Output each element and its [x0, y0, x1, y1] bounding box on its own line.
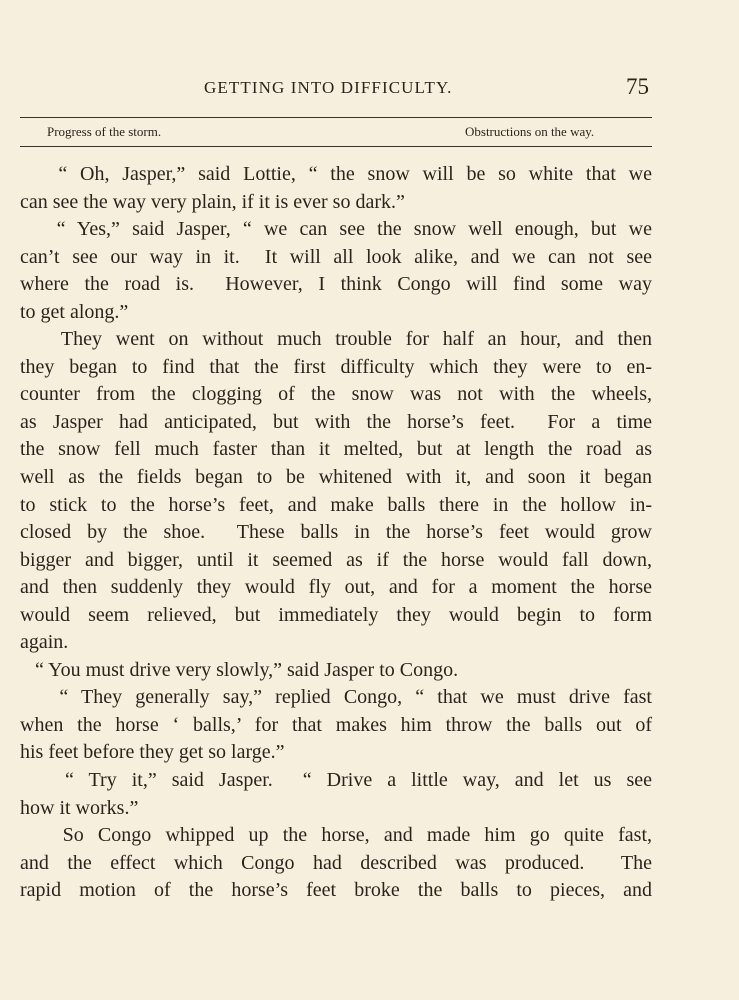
text-line: and then suddenly they would fly out, and for a moment the horse — [20, 576, 652, 599]
text-line: would seem relieved, but immediately they would begin to form — [20, 603, 652, 626]
text-line: closed by the shoe. These balls in the horse’s feet would grow — [20, 521, 652, 544]
body-text — [20, 161, 652, 905]
header-rule-top — [20, 117, 652, 118]
text-line: They went on without much trouble for half an hour, and then — [20, 328, 652, 351]
header-rule-bottom — [20, 146, 652, 147]
text-line: to stick to the horse’s feet, and make balls there in the hollow in- — [20, 493, 652, 516]
running-head — [0, 74, 739, 102]
text-line: “ Try it,” said Jasper. “ Drive a little way, and let us see — [20, 769, 652, 792]
page-number: 75 — [626, 74, 649, 99]
text-line: bigger and bigger, until it seemed as if the horse would fall down, — [20, 548, 652, 571]
text-line: well as the fields began to be whitened with it, and soon it began — [20, 466, 652, 489]
text-line: his feet before they get so large.” — [20, 741, 285, 764]
text-line: to get along.” — [20, 300, 129, 323]
side-note-right: Obstructions on the way. — [465, 124, 595, 139]
text-line: they began to find that the first difficulty which they were to en- — [20, 355, 652, 378]
text-line: “ You must drive very slowly,” said Jasper to Congo. — [20, 658, 459, 681]
text-line: where the road is. However, I think Congo will find some way — [20, 273, 652, 296]
text-line: when the horse ‘ balls,’ for that makes him throw the balls out of — [20, 713, 652, 736]
text-line: So Congo whipped up the horse, and made him go quite fast, — [20, 824, 652, 847]
text-line: how it works.” — [20, 796, 139, 819]
text-line: as Jasper had anticipated, but with the horse’s feet. For a time — [20, 410, 652, 433]
text-line: and the effect which Congo had described was produced. The — [20, 851, 652, 874]
marginal-notes — [0, 124, 739, 142]
text-line: “ Oh, Jasper,” said Lottie, “ the snow will be so white that we — [20, 163, 652, 185]
text-line: can see the way very plain, if it is ever so dark.” — [20, 190, 405, 213]
running-title: GETTING INTO DIFFICULTY. — [204, 78, 453, 97]
text-line: counter from the clogging of the snow was not with the wheels, — [20, 383, 652, 406]
text-line: can’t see our way in it. It will all look alike, and we can not see — [20, 245, 652, 268]
text-line: rapid motion of the horse’s feet broke the balls to pieces, and — [20, 879, 652, 902]
text-line: “ They generally say,” replied Congo, “ that we must drive fast — [20, 686, 652, 709]
text-line: again. — [20, 631, 69, 654]
side-note-left: Progress of the storm. — [47, 124, 162, 139]
text-line: “ Yes,” said Jasper, “ we can see the snow well enough, but we — [20, 218, 652, 241]
text-line: the snow fell much faster than it melted, but at length the road as — [20, 438, 652, 461]
